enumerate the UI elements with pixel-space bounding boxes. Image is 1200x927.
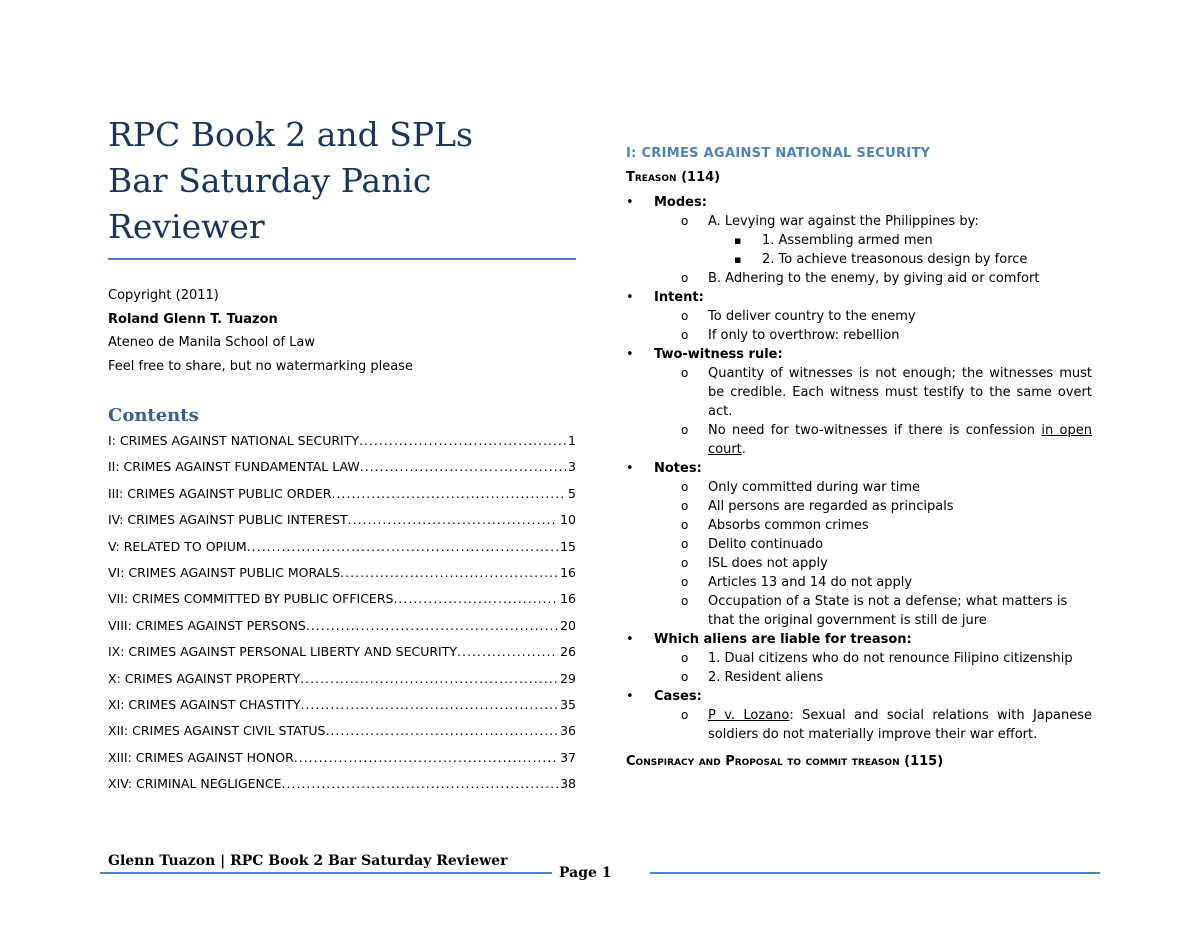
toc-page: 37 <box>560 749 576 765</box>
toc-label: XIII: CRIMES AGAINST HONOR <box>108 749 294 765</box>
toc-page: 15 <box>560 538 576 554</box>
toc-page: 35 <box>560 696 576 712</box>
toc-leader <box>457 639 558 665</box>
footer-title: Glenn Tuazon | RPC Book 2 Bar Saturday Reviewer <box>108 853 508 869</box>
toc-entry[interactable] <box>108 560 576 586</box>
mode-a: A. Levying war against the Philippines by: <box>708 214 979 229</box>
list-item: o All persons are regarded as principals <box>680 497 1092 516</box>
list-item: o Only committed during war time <box>680 478 1092 497</box>
witness-note-end: . <box>741 442 746 457</box>
subheading-treason: Treason (114) <box>626 170 721 185</box>
case-text: : Sexual and social relations with Japanese soldiers do not materially improve their war effort. <box>708 708 1092 742</box>
footer-divider-right <box>650 872 1100 874</box>
open-court-phrase: in open court <box>708 423 1092 457</box>
toc-page: 16 <box>560 591 576 607</box>
title-line-2: Bar Saturday Panic <box>108 161 432 200</box>
toc-entry[interactable] <box>108 428 576 454</box>
document-title <box>108 112 576 250</box>
toc-leader <box>306 613 558 639</box>
toc-leader <box>359 428 566 454</box>
toc-page: 29 <box>560 670 576 686</box>
list-item <box>680 421 1092 459</box>
case-name: P v. Lozano <box>708 708 790 723</box>
list-item: o Absorbs common crimes <box>680 516 1092 535</box>
school-line: Ateneo de Manila School of Law <box>108 335 316 350</box>
title-divider <box>108 258 576 260</box>
footer-divider-left <box>100 872 552 874</box>
left-column <box>108 112 576 797</box>
toc-leader <box>282 771 559 797</box>
toc-label: IV: CRIMES AGAINST PUBLIC INTEREST <box>108 512 348 528</box>
toc-entry[interactable] <box>108 745 576 771</box>
toc-leader <box>360 454 566 480</box>
list-item <box>680 706 1092 744</box>
list-item: o Occupation of a State is not a defense; what matters is that the original government is still de jure <box>680 592 1092 630</box>
toc-label: X: CRIMES AGAINST PROPERTY <box>108 670 301 686</box>
section-heading: I: CRIMES AGAINST NATIONAL SECURITY <box>626 146 931 161</box>
toc-label: VII: CRIMES COMMITTED BY PUBLIC OFFICERS <box>108 591 394 607</box>
toc-leader <box>348 507 559 533</box>
toc-entry[interactable] <box>108 666 576 692</box>
toc-leader <box>340 560 558 586</box>
toc-label: III: CRIMES AGAINST PUBLIC ORDER <box>108 485 332 501</box>
subheading-conspiracy: Conspiracy and Proposal to commit treason (115) <box>626 754 944 769</box>
list-item <box>626 687 1092 744</box>
toc-leader <box>325 718 558 744</box>
list-item <box>626 630 1092 687</box>
toc-leader <box>331 481 566 507</box>
title-line-3: Reviewer <box>108 207 265 246</box>
toc-entry[interactable] <box>108 718 576 744</box>
aliens-heading: Which aliens are liable for treason: <box>654 632 912 647</box>
witness-note-text: No need for two-witnesses if there is confession <box>708 423 1042 438</box>
toc-page: 5 <box>568 485 576 501</box>
list-item <box>626 459 1092 630</box>
document-meta <box>108 284 576 378</box>
list-item: o ISL does not apply <box>680 554 1092 573</box>
toc-label: VI: CRIMES AGAINST PUBLIC MORALS <box>108 564 341 580</box>
contents-heading: Contents <box>108 405 199 426</box>
toc-entry[interactable] <box>108 692 576 718</box>
list-item: ▪ 2. To achieve treasonous design by force <box>734 250 1092 269</box>
toc-entry[interactable] <box>108 771 576 797</box>
toc-label: VIII: CRIMES AGAINST PERSONS <box>108 617 306 633</box>
toc-entry[interactable] <box>108 481 576 507</box>
list-item: o 1. Dual citizens who do not renounce Filipino citizenship <box>680 649 1092 668</box>
notes-heading: Notes: <box>654 461 702 476</box>
toc-leader <box>300 692 558 718</box>
toc-label: XIV: CRIMINAL NEGLIGENCE <box>108 776 282 792</box>
toc-page: 38 <box>560 776 576 792</box>
list-item: o Quantity of witnesses is not enough; the witnesses must be credible. Each witness must testify to the same overt act. <box>680 364 1092 421</box>
list-item <box>626 288 1092 345</box>
toc-label: V: RELATED TO OPIUM <box>108 538 247 554</box>
modes-heading: Modes: <box>654 195 707 210</box>
toc-page: 1 <box>568 433 576 448</box>
table-of-contents <box>108 428 576 797</box>
page-number: Page 1 <box>559 865 612 881</box>
toc-label: XI: CRIMES AGAINST CHASTITY <box>108 696 301 712</box>
list-item: o To deliver country to the enemy <box>680 307 1092 326</box>
toc-entry[interactable] <box>108 507 576 533</box>
intent-heading: Intent: <box>654 290 704 305</box>
treason-outline <box>626 193 1092 744</box>
list-item <box>626 193 1092 288</box>
toc-page: 10 <box>560 512 576 528</box>
two-witness-heading: Two-witness rule: <box>654 347 783 362</box>
toc-page: 20 <box>560 617 576 633</box>
right-column <box>626 146 1092 777</box>
copyright-line: Copyright (2011) <box>108 288 219 303</box>
toc-entry[interactable] <box>108 454 576 480</box>
toc-entry[interactable] <box>108 586 576 612</box>
list-item <box>626 345 1092 459</box>
toc-page: 16 <box>560 564 576 580</box>
list-item: o B. Adhering to the enemy, by giving aid or comfort <box>680 269 1092 288</box>
list-item <box>680 212 1092 269</box>
title-line-1: RPC Book 2 and SPLs <box>108 115 473 154</box>
toc-label: IX: CRIMES AGAINST PERSONAL LIBERTY AND SECURITY <box>108 644 458 660</box>
list-item: o Articles 13 and 14 do not apply <box>680 573 1092 592</box>
toc-page: 36 <box>560 723 576 739</box>
author-line: Roland Glenn T. Tuazon <box>108 311 278 327</box>
toc-label: I: CRIMES AGAINST NATIONAL SECURITY <box>108 433 359 448</box>
toc-page: 3 <box>568 459 576 475</box>
toc-entry[interactable] <box>108 639 576 665</box>
toc-leader <box>393 586 558 612</box>
share-note: Feel free to share, but no watermarking please <box>108 358 413 374</box>
list-item: o If only to overthrow: rebellion <box>680 326 1092 345</box>
toc-entry[interactable] <box>108 613 576 639</box>
list-item: o 2. Resident aliens <box>680 668 1092 687</box>
toc-leader <box>247 534 558 560</box>
toc-page: 26 <box>560 644 576 660</box>
toc-label: XII: CRIMES AGAINST CIVIL STATUS <box>108 723 326 739</box>
toc-leader <box>300 666 558 692</box>
toc-leader <box>294 745 558 771</box>
list-item: ▪ 1. Assembling armed men <box>734 231 1092 250</box>
toc-label: II: CRIMES AGAINST FUNDAMENTAL LAW <box>108 459 360 475</box>
list-item: o Delito continuado <box>680 535 1092 554</box>
cases-heading: Cases: <box>654 689 702 704</box>
toc-entry[interactable] <box>108 534 576 560</box>
